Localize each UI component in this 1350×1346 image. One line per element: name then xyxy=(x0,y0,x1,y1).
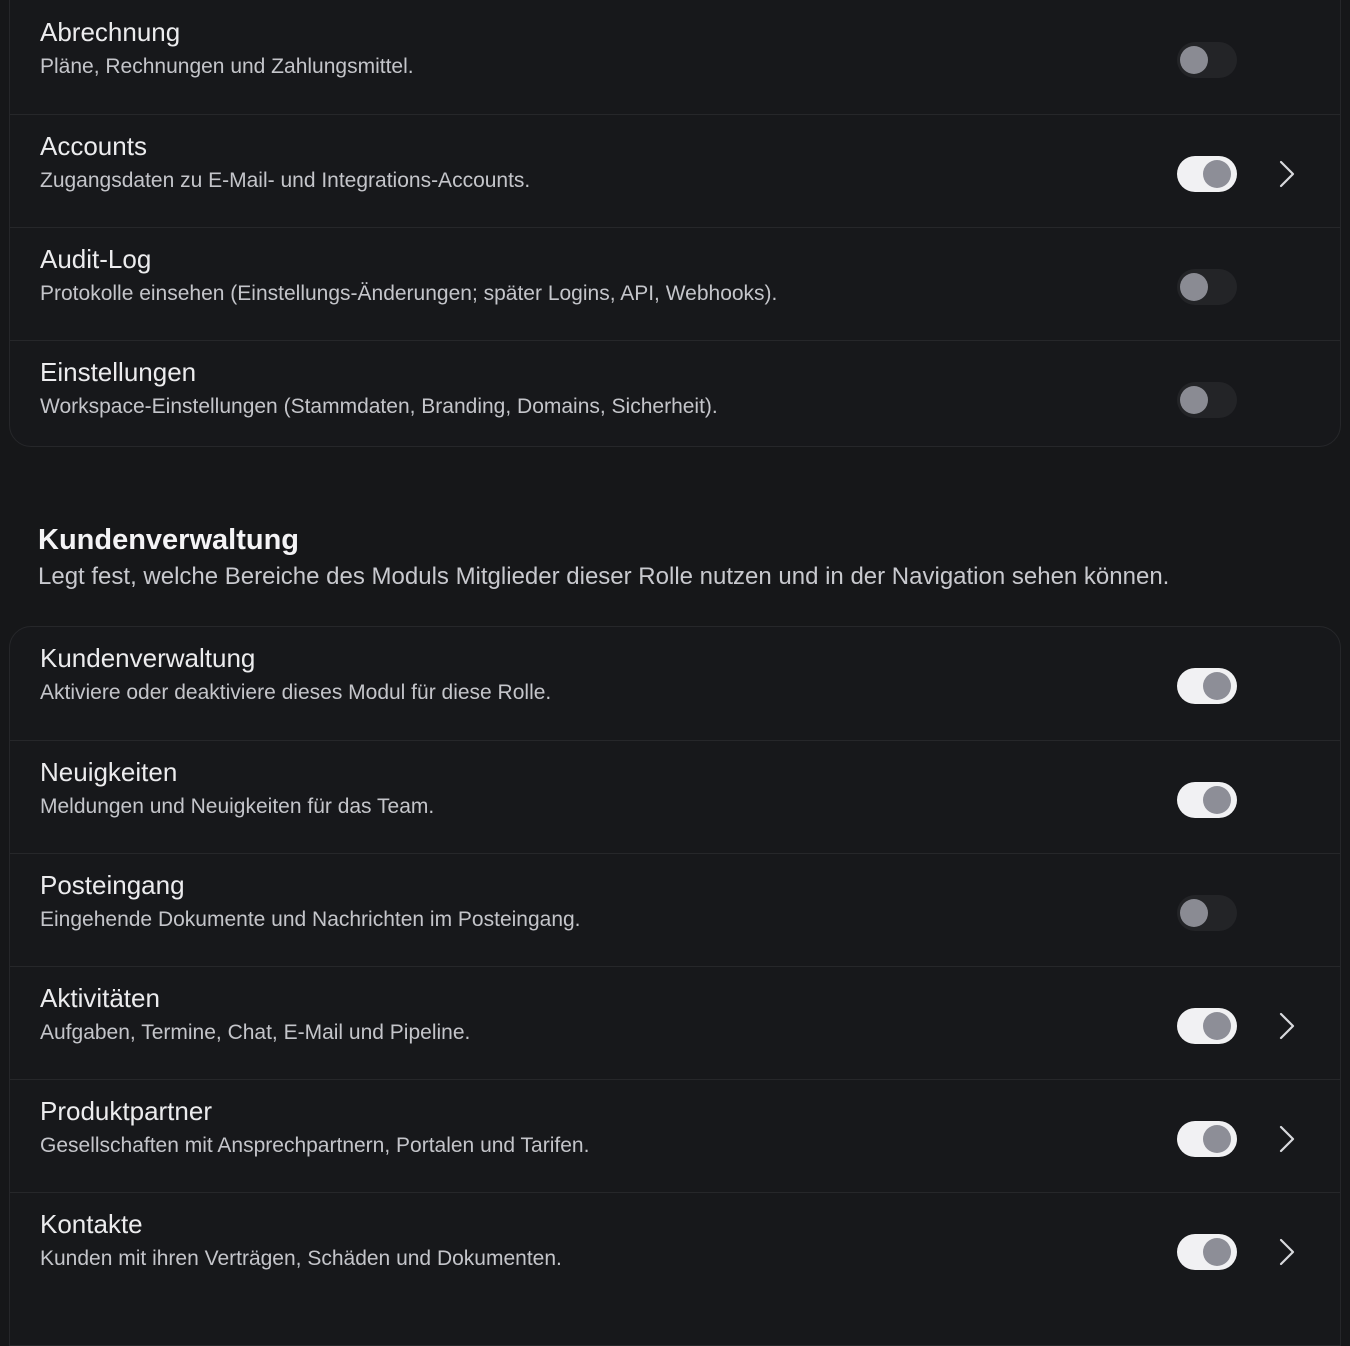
toggle-knob xyxy=(1180,46,1208,74)
permission-row-audit-log xyxy=(10,227,1340,340)
toggle-aktivitaeten[interactable] xyxy=(1177,1008,1237,1044)
permission-title: Kontakte xyxy=(40,1209,143,1239)
permission-description: Pläne, Rechnungen und Zahlungsmittel. xyxy=(40,55,414,78)
permission-title: Produktpartner xyxy=(40,1096,212,1126)
toggle-neuigkeiten[interactable] xyxy=(1177,782,1237,818)
permission-title: Posteingang xyxy=(40,870,185,900)
toggle-abrechnung[interactable] xyxy=(1177,42,1237,78)
permission-row-posteingang xyxy=(10,853,1340,966)
permissions-list-general xyxy=(10,0,1340,453)
permission-title: Accounts xyxy=(40,131,147,161)
permission-description: Eingehende Dokumente und Nachrichten im Posteingang. xyxy=(40,908,581,931)
permission-description: Gesellschaften mit Ansprechpartnern, Portalen und Tarifen. xyxy=(40,1134,590,1157)
permission-title: Einstellungen xyxy=(40,357,197,387)
permission-title: Aktivitäten xyxy=(40,983,160,1013)
permission-row-produktpartner[interactable] xyxy=(10,1079,1340,1192)
permission-title: Abrechnung xyxy=(40,17,181,47)
permission-description: Workspace-Einstellungen (Stammdaten, Branding, Domains, Sicherheit). xyxy=(40,395,718,418)
permission-row-abrechnung xyxy=(10,1,1340,114)
toggle-knob xyxy=(1203,1238,1231,1266)
toggle-audit-log[interactable] xyxy=(1177,269,1237,305)
permissions-list-kundenverwaltung xyxy=(10,627,1340,1305)
permission-description: Zugangsdaten zu E-Mail- und Integrations-Accounts. xyxy=(40,169,531,192)
permission-title: Kundenverwaltung xyxy=(40,643,256,673)
toggle-einstellungen[interactable] xyxy=(1177,382,1237,418)
permission-row-neuigkeiten xyxy=(10,740,1340,853)
toggle-knob xyxy=(1203,672,1231,700)
toggle-accounts[interactable] xyxy=(1177,156,1237,192)
toggle-knob xyxy=(1180,386,1208,414)
toggle-knob xyxy=(1203,1012,1231,1040)
chevron-right-icon[interactable] xyxy=(1276,1124,1298,1154)
permission-description: Protokolle einsehen (Einstellungs-Änderungen; später Logins, API, Webhooks). xyxy=(40,282,778,305)
permission-row-kundenverwaltung xyxy=(10,627,1340,740)
permission-row-einstellungen xyxy=(10,340,1340,453)
permission-title: Neuigkeiten xyxy=(40,757,178,787)
section-title-kundenverwaltung: Kundenverwaltung xyxy=(38,524,300,556)
permission-row-aktivitaeten[interactable] xyxy=(10,966,1340,1079)
toggle-knob xyxy=(1180,273,1208,301)
toggle-knob xyxy=(1203,786,1231,814)
permissions-card-kundenverwaltung xyxy=(9,626,1341,1346)
permission-description: Meldungen und Neuigkeiten für das Team. xyxy=(40,795,435,818)
section-description-kundenverwaltung: Legt fest, welche Bereiche des Moduls Mitglieder dieser Rolle nutzen und in der Navigation sehen können. xyxy=(38,563,1170,590)
toggle-produktpartner[interactable] xyxy=(1177,1121,1237,1157)
chevron-right-icon[interactable] xyxy=(1276,1237,1298,1267)
toggle-knob xyxy=(1180,899,1208,927)
permission-description: Kunden mit ihren Verträgen, Schäden und Dokumenten. xyxy=(40,1247,562,1270)
chevron-right-icon[interactable] xyxy=(1276,159,1298,189)
toggle-knob xyxy=(1203,1125,1231,1153)
permission-description: Aktiviere oder deaktiviere dieses Modul für diese Rolle. xyxy=(40,681,552,704)
toggle-posteingang[interactable] xyxy=(1177,895,1237,931)
permission-title: Audit-Log xyxy=(40,244,152,274)
toggle-kontakte[interactable] xyxy=(1177,1234,1237,1270)
toggle-knob xyxy=(1203,160,1231,188)
chevron-right-icon[interactable] xyxy=(1276,1011,1298,1041)
permissions-card-general xyxy=(9,0,1341,447)
permission-row-accounts[interactable] xyxy=(10,114,1340,227)
permission-row-kontakte[interactable] xyxy=(10,1192,1340,1305)
permission-description: Aufgaben, Termine, Chat, E-Mail und Pipeline. xyxy=(40,1021,471,1044)
toggle-kundenverwaltung[interactable] xyxy=(1177,668,1237,704)
